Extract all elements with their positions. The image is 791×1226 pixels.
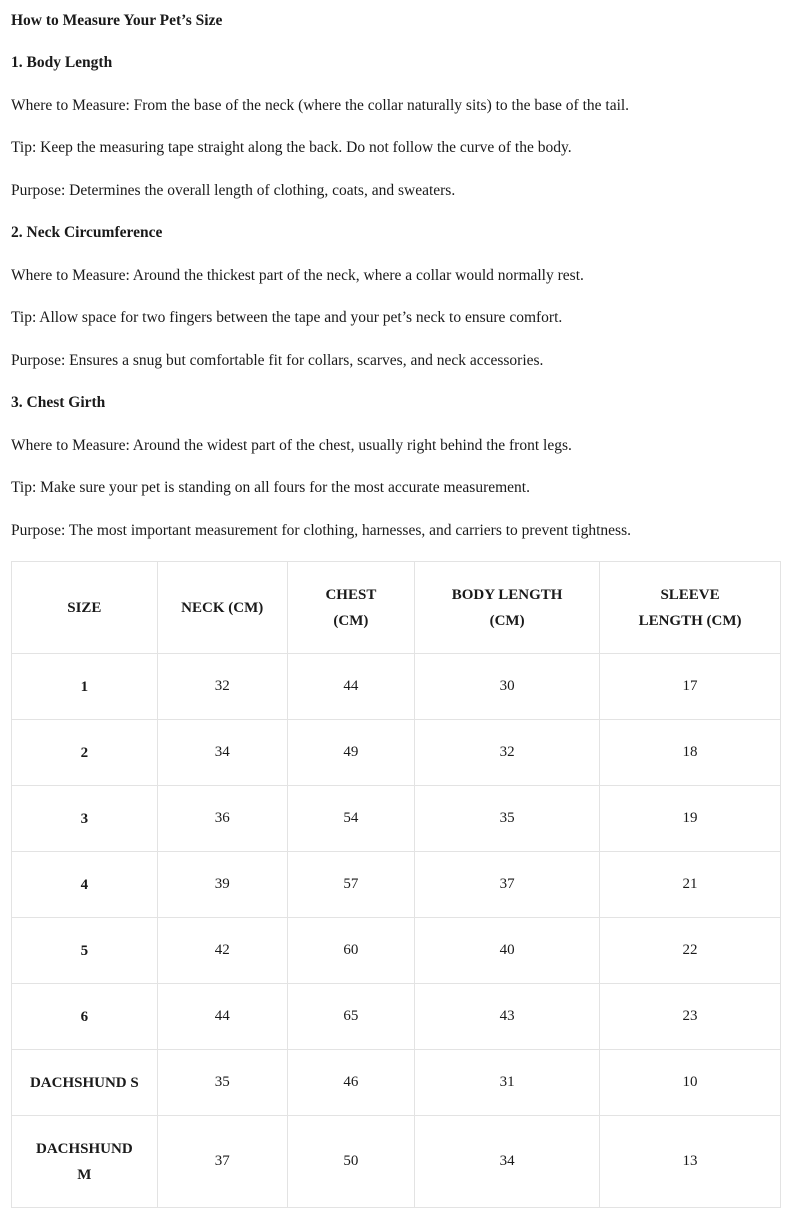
body-length-cell: 34 bbox=[415, 1116, 600, 1208]
body-length-cell: 35 bbox=[415, 786, 600, 852]
chest-cell: 65 bbox=[287, 984, 414, 1050]
chest-cell: 50 bbox=[287, 1116, 414, 1208]
size-cell: 4 bbox=[12, 852, 158, 918]
sleeve-length-cell: 10 bbox=[600, 1050, 781, 1116]
size-cell: 2 bbox=[12, 720, 158, 786]
body-length-cell: 31 bbox=[415, 1050, 600, 1116]
chest-cell: 57 bbox=[287, 852, 414, 918]
chest-cell: 54 bbox=[287, 786, 414, 852]
neck-cell: 36 bbox=[157, 786, 287, 852]
section-heading-neck: 2. Neck Circumference bbox=[11, 224, 163, 241]
neck-purpose: Purpose: Ensures a snug but comfortable fit for collars, scarves, and neck accessories. bbox=[11, 352, 544, 369]
table-row bbox=[12, 1050, 781, 1116]
table-row bbox=[12, 786, 781, 852]
body-length-purpose: Purpose: Determines the overall length of clothing, coats, and sweaters. bbox=[11, 182, 456, 199]
table-row bbox=[12, 720, 781, 786]
size-cell: 3 bbox=[12, 786, 158, 852]
column-header-chest: CHEST (CM) bbox=[287, 562, 414, 654]
size-cell: 5 bbox=[12, 918, 158, 984]
chest-purpose: Purpose: The most important measurement for clothing, harnesses, and carriers to prevent tightness. bbox=[11, 522, 631, 539]
guide-title: How to Measure Your Pet’s Size bbox=[11, 12, 223, 29]
chest-cell: 60 bbox=[287, 918, 414, 984]
size-cell: 1 bbox=[12, 654, 158, 720]
chest-cell: 44 bbox=[287, 654, 414, 720]
sleeve-length-cell: 13 bbox=[600, 1116, 781, 1208]
body-length-cell: 40 bbox=[415, 918, 600, 984]
neck-cell: 42 bbox=[157, 918, 287, 984]
size-chart-table bbox=[11, 561, 781, 1208]
table-row bbox=[12, 654, 781, 720]
column-header-size: SIZE bbox=[12, 562, 158, 654]
body-length-cell: 43 bbox=[415, 984, 600, 1050]
sleeve-length-cell: 18 bbox=[600, 720, 781, 786]
column-header-neck: NECK (CM) bbox=[157, 562, 287, 654]
neck-cell: 37 bbox=[157, 1116, 287, 1208]
sleeve-length-cell: 21 bbox=[600, 852, 781, 918]
neck-cell: 32 bbox=[157, 654, 287, 720]
sleeve-length-cell: 19 bbox=[600, 786, 781, 852]
neck-cell: 39 bbox=[157, 852, 287, 918]
neck-cell: 44 bbox=[157, 984, 287, 1050]
sleeve-length-cell: 23 bbox=[600, 984, 781, 1050]
column-header-sleeve-length: SLEEVE LENGTH (CM) bbox=[600, 562, 781, 654]
body-length-where: Where to Measure: From the base of the neck (where the collar naturally sits) to the base of the tail. bbox=[11, 97, 630, 114]
neck-tip: Tip: Allow space for two fingers between the tape and your pet’s neck to ensure comfort. bbox=[11, 309, 563, 326]
chest-cell: 49 bbox=[287, 720, 414, 786]
chest-where: Where to Measure: Around the widest part of the chest, usually right behind the front legs. bbox=[11, 437, 572, 454]
section-heading-chest: 3. Chest Girth bbox=[11, 394, 106, 411]
size-cell: DACHSHUND M bbox=[12, 1116, 158, 1208]
table-row bbox=[12, 984, 781, 1050]
sleeve-length-cell: 22 bbox=[600, 918, 781, 984]
body-length-cell: 37 bbox=[415, 852, 600, 918]
neck-cell: 34 bbox=[157, 720, 287, 786]
sleeve-length-cell: 17 bbox=[600, 654, 781, 720]
body-length-cell: 32 bbox=[415, 720, 600, 786]
body-length-tip: Tip: Keep the measuring tape straight along the back. Do not follow the curve of the body. bbox=[11, 139, 572, 156]
table-row bbox=[12, 852, 781, 918]
column-header-body-length: BODY LENGTH (CM) bbox=[415, 562, 600, 654]
table-row bbox=[12, 918, 781, 984]
neck-cell: 35 bbox=[157, 1050, 287, 1116]
section-heading-body-length: 1. Body Length bbox=[11, 54, 113, 71]
size-cell: 6 bbox=[12, 984, 158, 1050]
size-cell: DACHSHUND S bbox=[12, 1050, 158, 1116]
table-row bbox=[12, 1116, 781, 1208]
table-header-row bbox=[12, 562, 781, 654]
body-length-cell: 30 bbox=[415, 654, 600, 720]
chest-tip: Tip: Make sure your pet is standing on all fours for the most accurate measurement. bbox=[11, 479, 530, 496]
neck-where: Where to Measure: Around the thickest part of the neck, where a collar would normally rest. bbox=[11, 267, 584, 284]
chest-cell: 46 bbox=[287, 1050, 414, 1116]
